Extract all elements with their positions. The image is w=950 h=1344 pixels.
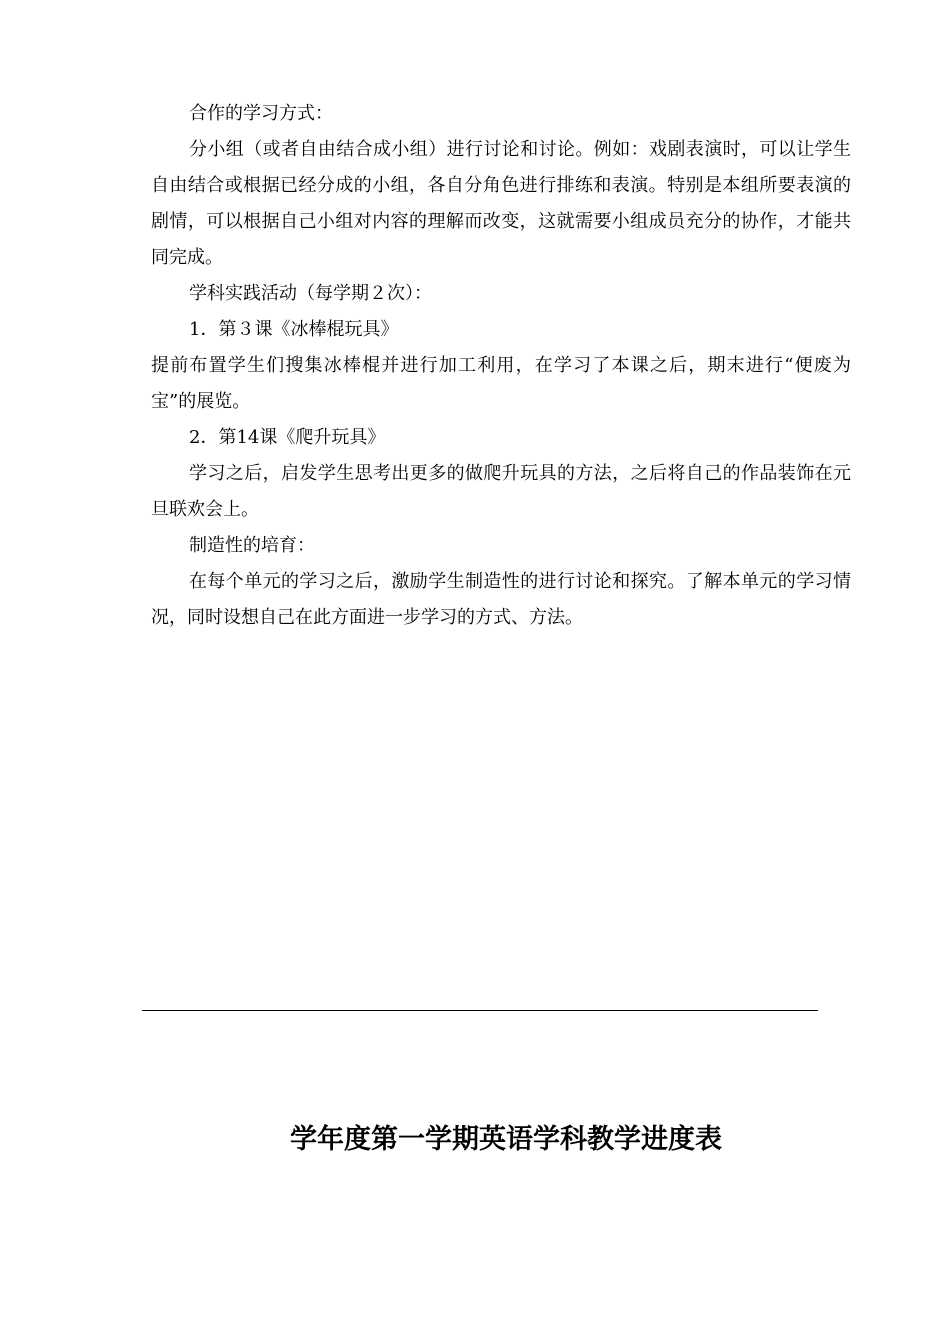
paragraph-practice-activities-heading: 学科实践活动（每学期２次）： [189,283,432,304]
paragraph-lesson-14-body: 学习之后，启发学生思考出更多的做爬升玩具的方法，之后将自己的作品装饰在元旦联欢会上。 [151,463,851,520]
paragraph-creativity-body: 在每个单元的学习之后，激励学生制造性的进行讨论和探究。了解本单元的学习情况，同时设想自己在此方面进一步学习的方式、方法。 [151,571,851,628]
paragraph-lesson-3-title: 1．第３课《冰棒棍玩具》 [189,319,399,340]
body-text [151,96,851,636]
paragraph-group-discussion: 分小组（或者自由结合成小组）进行讨论和讨论。例如：戏剧表演时，可以让学生自由结合或根据已经分成的小组，各自分角色进行排练和表演。特别是本组所要表演的剧情，可以根据自己小组对内容的理解而改变，这就需要小组成员充分的协作，才能共同完成。 [151,139,851,268]
paragraph-cooperative-learning-heading: 合作的学习方式： [189,103,333,124]
paragraph-creativity-heading: 制造性的培育： [189,535,315,556]
paragraph-lesson-14-title: 2．第14课《爬升玩具》 [189,427,386,448]
paragraph-lesson-3-body: 提前布置学生们搜集冰棒棍并进行加工利用，在学习了本课之后，期末进行“便废为宝”的展览。 [151,355,851,412]
section-title: 学年度第一学期英语学科教学进度表 [290,1124,722,1155]
horizontal-divider [142,1010,818,1011]
